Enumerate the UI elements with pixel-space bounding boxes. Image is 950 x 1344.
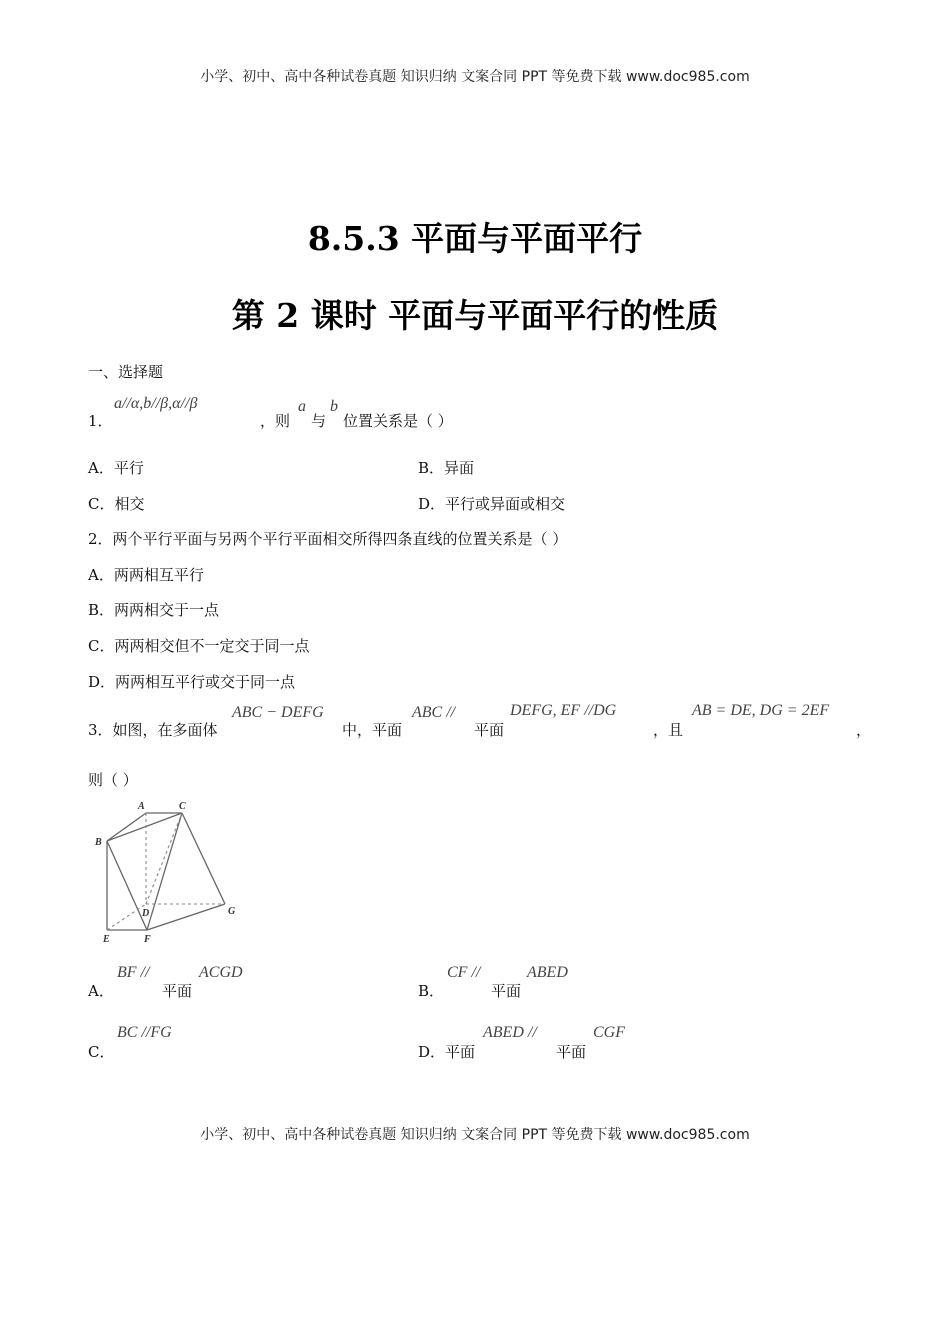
label-c: C (179, 801, 186, 812)
edge-dc-hidden (146, 813, 182, 904)
q2-option-c: C．两两相交但不一定交于同一点 (88, 637, 310, 655)
q1-text-1: ，则 (260, 412, 291, 430)
q3-formula-2: ABC // (412, 704, 456, 721)
q1-var-a: a (298, 398, 306, 415)
q3-text-4: ，且 (653, 721, 684, 739)
q3-option-b-formula: CF // (447, 964, 481, 981)
q3-text-2: 中，平面 (342, 721, 403, 739)
page-title: 8.5.3 平面与平面平行 (307, 219, 643, 258)
edge-fg (147, 904, 225, 930)
q3-option-a-formula: BF // (117, 964, 150, 981)
polyhedron-figure (90, 797, 250, 952)
label-a: A (138, 801, 145, 812)
q3-text-6: 则（ ） (88, 771, 138, 789)
q1-formula: a//α,b//β,α//β (114, 395, 198, 412)
q3-text-1: 3．如图，在多面体 (88, 721, 218, 739)
q1-option-d: D．平行或异面或相交 (418, 495, 566, 513)
q2-option-a: A．两两相互平行 (88, 566, 204, 584)
q3-option-c-label: C． (88, 1043, 115, 1061)
q3-formula-3: DEFG, EF //DG (510, 702, 617, 719)
q3-option-c-formula: BC //FG (117, 1024, 172, 1041)
q3-option-d-formula: ABED // (483, 1024, 537, 1041)
q3-option-a-label: A． (88, 982, 114, 1000)
q3-formula-4: AB = DE, DG = 2EF (692, 702, 830, 719)
edge-cf (147, 813, 182, 930)
q2-option-d: D．两两相互平行或交于同一点 (88, 673, 296, 691)
q1-var-b: b (330, 398, 338, 415)
q1-number: 1． (88, 412, 113, 430)
header-banner: 小学、初中、高中各种试卷真题 知识归纳 文案合同 PPT 等免费下载 www.doc985.com (200, 69, 750, 85)
q2-option-b: B．两两相交于一点 (88, 601, 220, 619)
q3-option-b-formula-2: ABED (527, 964, 568, 981)
section-heading: 一、选择题 (88, 363, 164, 381)
label-b: B (95, 837, 102, 848)
q3-option-d-formula-2: CGF (593, 1024, 625, 1041)
q1-option-c: C．相交 (88, 495, 145, 513)
q3-option-a-text: 平面 (162, 982, 193, 1000)
q3-option-d-text: 平面 (556, 1043, 587, 1061)
page-subtitle: 第 2 课时 平面与平面平行的性质 (231, 296, 719, 335)
label-e: E (103, 934, 110, 945)
q1-text-2: 与 (311, 412, 327, 430)
q3-option-a-formula-2: ACGD (199, 964, 243, 981)
q1-option-b: B．异面 (418, 459, 475, 477)
label-d: D (142, 908, 150, 919)
edge-cg (182, 813, 225, 904)
edge-ab (107, 813, 146, 841)
label-g: G (228, 906, 236, 917)
q2-stem: 2．两个平行平面与另两个平行平面相交所得四条直线的位置关系是（ ） (88, 530, 568, 548)
q1-text-3: 位置关系是（ ） (343, 412, 453, 430)
q3-text-3: 平面 (474, 721, 505, 739)
q3-option-d-label: D．平面 (418, 1043, 476, 1061)
q3-formula-1: ABC − DEFG (232, 704, 324, 721)
q1-option-a: A．平行 (88, 459, 144, 477)
edge-bc (107, 813, 182, 841)
q3-option-b-text: 平面 (491, 982, 522, 1000)
label-f: F (144, 934, 151, 945)
footer-banner: 小学、初中、高中各种试卷真题 知识归纳 文案合同 PPT 等免费下载 www.doc985.com (200, 1127, 750, 1143)
q3-text-5: ， (856, 721, 872, 739)
edge-ed-hidden (107, 904, 146, 930)
q3-option-b-label: B． (418, 982, 445, 1000)
